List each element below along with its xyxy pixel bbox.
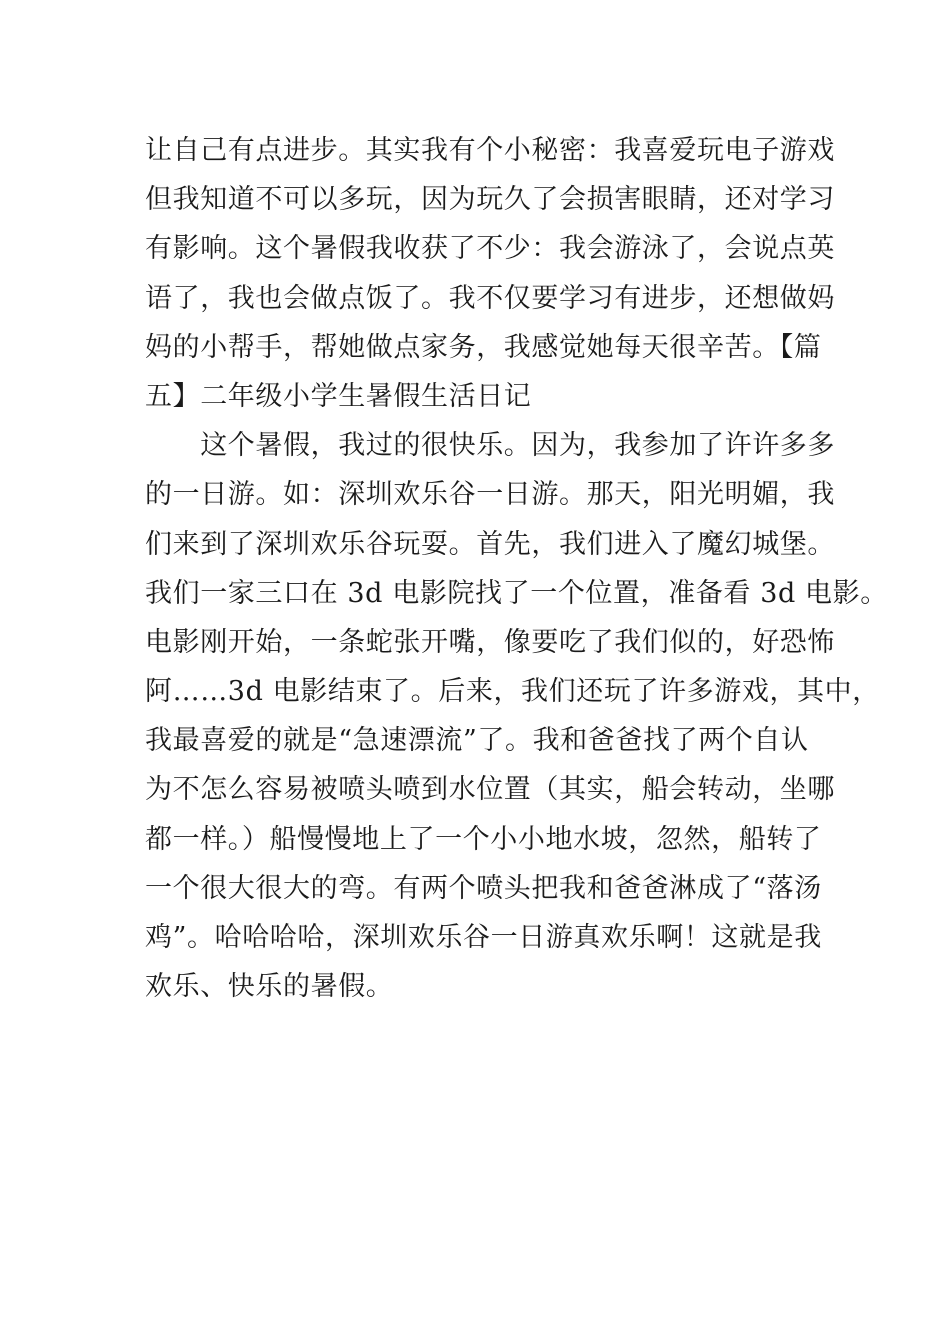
text-line: 我们一家三口在 3d 电影院找了一个位置，准备看 3d 电影。: [145, 577, 888, 609]
text-line: 为不怎么容易被喷头喷到水位置（其实，船会转动，坐哪: [145, 774, 835, 806]
text-line: 语了，我也会做点饭了。我不仅要学习有进步，还想做妈: [145, 282, 835, 314]
text-line: 妈的小帮手，帮她做点家务，我感觉她每天很辛苦。【篇: [145, 331, 822, 363]
text-line: 欢乐、快乐的暑假。: [145, 971, 394, 1003]
text-line: 电影刚开始，一条蛇张开嘴，像要吃了我们似的，好恐怖: [145, 626, 835, 658]
text-line: 我最喜爱的就是“急速漂流”了。我和爸爸找了两个自认: [145, 725, 809, 757]
text-line: 阿……3d 电影结束了。后来，我们还玩了许多游戏，其中，: [145, 676, 880, 708]
body-text: [145, 126, 888, 1011]
section-heading-line: 五】二年级小学生暑假生活日记: [145, 380, 532, 412]
text-line: 都一样。）船慢慢地上了一个小小地水坡，忽然，船转了: [145, 823, 822, 855]
text-line: 的一日游。如：深圳欢乐谷一日游。那天，阳光明媚，我: [145, 479, 835, 511]
paragraph-start-line: 这个暑假，我过的很快乐。因为，我参加了许许多多: [145, 430, 835, 462]
text-line: 让自己有点进步。其实我有个小秘密：我喜爱玩电子游戏: [145, 135, 835, 166]
text-line: 有影响。这个暑假我收获了不少：我会游泳了，会说点英: [145, 233, 835, 265]
text-line: 但我知道不可以多玩，因为玩久了会损害眼睛，还对学习: [145, 184, 835, 216]
text-line: 一个很大很大的弯。有两个喷头把我和爸爸淋成了“落汤: [145, 872, 822, 904]
text-line: 们来到了深圳欢乐谷玩耍。首先，我们进入了魔幻城堡。: [145, 528, 835, 560]
text-line: 鸡”。哈哈哈哈，深圳欢乐谷一日游真欢乐啊！这就是我: [145, 922, 822, 953]
